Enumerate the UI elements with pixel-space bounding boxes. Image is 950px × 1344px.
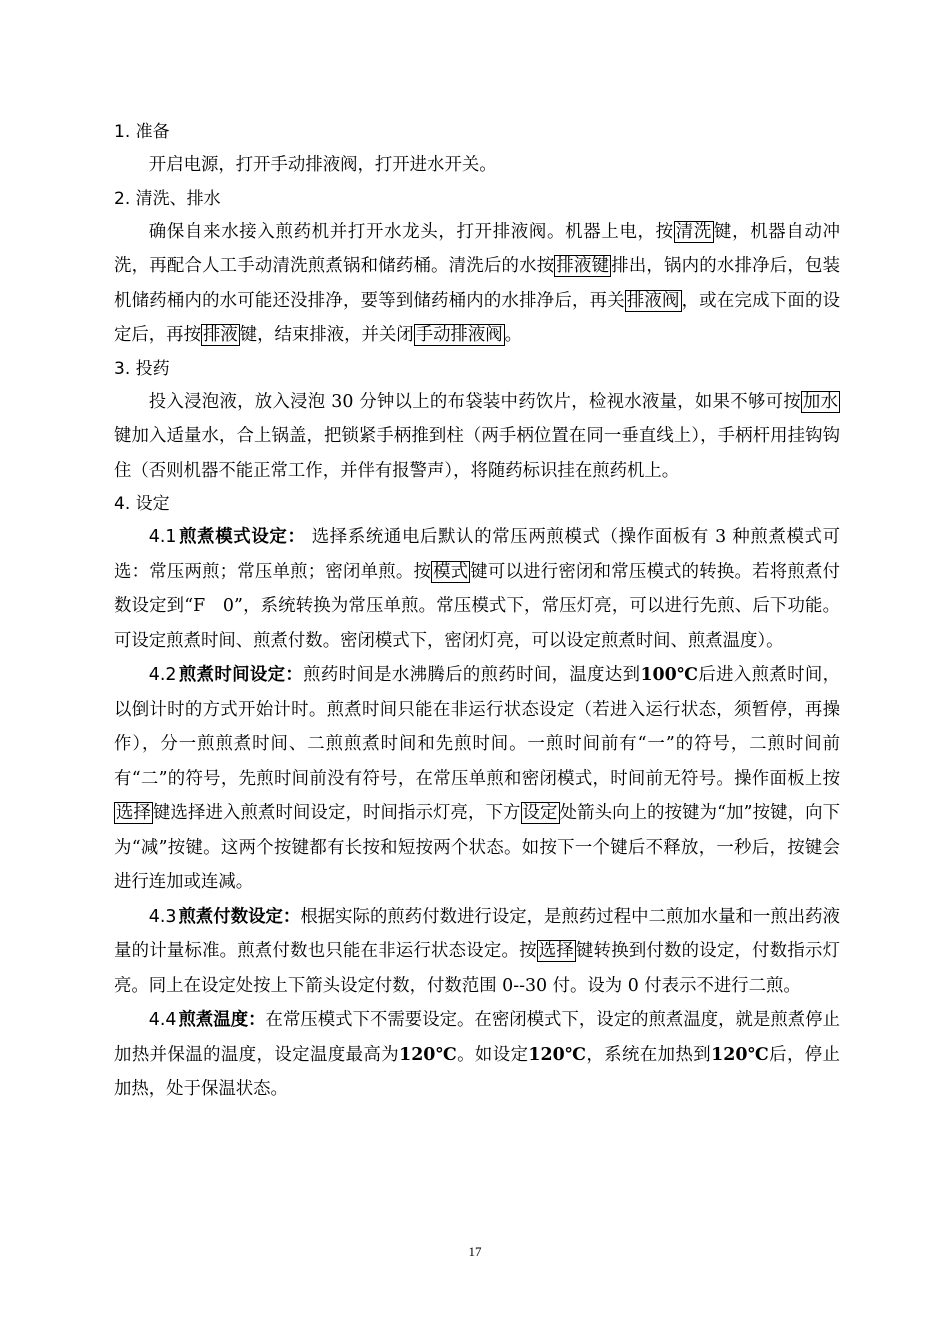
subsection-time-setting bbox=[114, 658, 840, 900]
text-run: 键，机器自动冲洗，再配合人工手动清洗煎煮锅和储药桶。清洗后的水按 bbox=[114, 221, 840, 276]
section-heading-prepare: 1. 准备 bbox=[114, 122, 170, 142]
subsection-number: 4.4 bbox=[148, 1010, 177, 1030]
text-run: ，系统在加热到 bbox=[586, 1044, 712, 1065]
key-label-drain-key: 排液键 bbox=[556, 256, 610, 276]
page-number: 17 bbox=[468, 1244, 482, 1259]
key-label-drain: 排液 bbox=[202, 325, 238, 345]
section-heading-clean-drain: 2. 清洗、排水 bbox=[114, 188, 221, 209]
text-run: 排出，锅内的水排净后，包装机储药桶内的水可能还没排净，要等到储药桶内的水排净后，再关 bbox=[114, 256, 840, 311]
text-run: 。 bbox=[504, 325, 523, 345]
text-run: 键转换到付数的设定，付数指示灯亮。同上在设定处按上下箭头设定付数，付数范围 0--30 付。设为 0 付表示不进行二煎。 bbox=[114, 941, 840, 996]
temperature-value: 120℃ bbox=[399, 1044, 458, 1065]
text-run: 后，停止加热，处于保温状态。 bbox=[114, 1044, 840, 1099]
temperature-value: 100℃ bbox=[640, 665, 699, 685]
key-label-add-water: 加水 bbox=[802, 391, 838, 412]
text-run: ，或在完成下面的设定后，再按 bbox=[114, 290, 840, 345]
subsection-title: 煎煮时间设定： bbox=[178, 665, 304, 685]
text-run: 键，结束排液，并关闭 bbox=[239, 325, 414, 345]
subsection-number: 4.3 bbox=[148, 906, 177, 927]
key-label-select: 选择 bbox=[116, 803, 152, 823]
page-content bbox=[114, 116, 840, 1107]
subsection-title: 煎煮模式设定： bbox=[178, 527, 306, 547]
text-run: 键选择进入煎煮时间设定，时间指示灯亮，下方 bbox=[153, 803, 521, 823]
subsection-title: 煎煮温度： bbox=[178, 1010, 266, 1030]
text-run: 后进入煎煮时间，以倒计时的方式开始计时。煎煮时间只能在非运行状态设定（若进入运行状态，须暂停，再操作），分一煎煎煮时间、二煎煎煮时间和先煎时间。一煎时间前有“一”的符号，二煎时间前有“二”的符号，先煎时间前没有符号，在常压单煎和密闭模式，时间前无符号。操作面板上按 bbox=[114, 665, 840, 789]
subsection-temperature bbox=[114, 1003, 840, 1107]
temperature-value: 120℃ bbox=[711, 1044, 770, 1065]
text-run: 键可以进行密闭和常压模式的转换。若将煎煮付数设定到“F 0”，系统转换为常压单煎。常压模式下，常压灯亮，可以进行先煎、后下功能。可设定煎煮时间、煎煮付数。密闭模式下，密闭灯亮，可以设定煎煮时间、煎煮温度）。 bbox=[114, 561, 840, 651]
text-run: 处箭头向上的按键为“加”按键，向下为“减”按键。这两个按键都有长按和短按两个状态。如按下一个键后不释放，一秒后，按键会进行连加或连减。 bbox=[114, 803, 840, 892]
subsection-dose-setting bbox=[114, 900, 840, 1004]
section-body-prepare: 开启电源，打开手动排液阀，打开进水开关。 bbox=[148, 155, 497, 175]
key-label-drain-valve: 排液阀 bbox=[626, 290, 680, 311]
text-run: 投入浸泡液，放入浸泡 30 分钟以上的布袋装中药饮片，检视水液量，如果不够可按 bbox=[148, 391, 801, 412]
subsection-title: 煎煮付数设定： bbox=[178, 906, 301, 927]
text-run: 根据实际的煎药付数进行设定，是煎药过程中二煎加水量和一煎出药液量的计量标准。煎煮付数也只能在非运行状态设定。按 bbox=[114, 906, 840, 961]
text-run: 。如设定 bbox=[457, 1044, 529, 1065]
key-label-manual-drain-valve: 手动排液阀 bbox=[415, 325, 503, 345]
subsection-number: 4.2 bbox=[148, 665, 177, 685]
key-label-select: 选择 bbox=[538, 941, 574, 961]
text-run: 确保自来水接入煎药机并打开水龙头，打开排液阀。机器上电，按 bbox=[148, 221, 674, 242]
section-heading-add-medicine: 3. 投药 bbox=[114, 358, 170, 379]
key-label-clean: 清洗 bbox=[675, 221, 712, 242]
subsection-mode-setting bbox=[114, 520, 840, 658]
key-label-set: 设定 bbox=[522, 803, 558, 823]
text-run: 在常压模式下不需要设定。在密闭模式下，设定的煎煮温度，就是煎煮停止加热并保温的温度，设定温度最高为 bbox=[114, 1010, 840, 1065]
key-label-mode: 模式 bbox=[433, 561, 469, 582]
text-run: 煎药时间是水沸腾后的煎药时间，温度达到 bbox=[303, 665, 641, 685]
subsection-number: 4.1 bbox=[148, 527, 177, 547]
text-run: 键加入适量水，合上锅盖，把锁紧手柄推到柱（两手柄位置在同一垂直线上），手柄杆用挂钩钩住（否则机器不能正常工作，并伴有报警声），将随药标识挂在煎药机上。 bbox=[114, 426, 840, 481]
temperature-value: 120℃ bbox=[528, 1044, 587, 1065]
section-heading-settings: 4. 设定 bbox=[114, 494, 170, 514]
section-body-add-medicine bbox=[114, 385, 840, 489]
text-run: 选择系统通电后默认的常压两煎模式（操作面板有 3 种煎煮模式可选：常压两煎；常压单煎；密闭单煎。按 bbox=[114, 527, 840, 582]
section-body-clean-drain bbox=[114, 215, 840, 353]
